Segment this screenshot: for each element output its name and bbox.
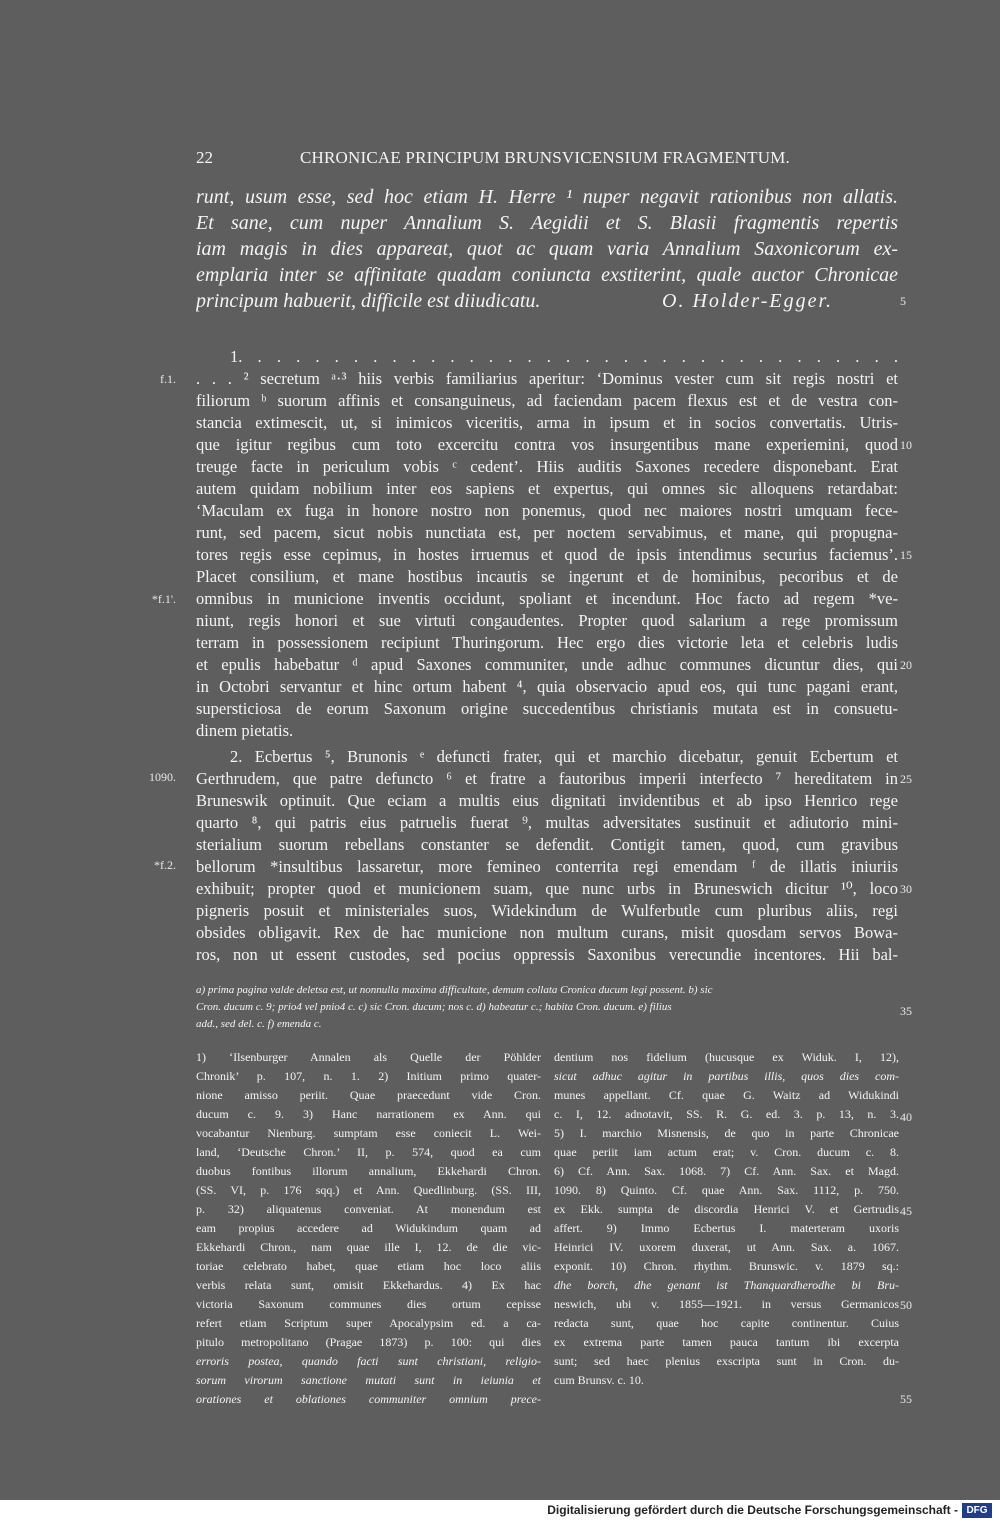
body-line: dinem pietatis. (196, 721, 294, 740)
footnote-line: Chronik’ p. 107, n. 1. 2) Initium primo quater- (196, 1069, 541, 1083)
footnote-line: neswich, ubi v. 1855—1921. in versus Germanicos (554, 1297, 899, 1311)
footnote-line: 6) Cf. Ann. Sax. 1068. 7) Cf. Ann. Sax. et Magd. (554, 1164, 899, 1178)
footnote-line: Heinrici IV. uxorem duxerat, ut Ann. Sax. a. 1067. (554, 1240, 899, 1254)
body-line: Bruneswik optinuit. Que eciam a multis eius dignitati invidentibus et ab ipso Henrico rege (196, 791, 898, 810)
footnote-line: toriae celebrato habet, quae etiam hoc loco aliis (196, 1259, 541, 1273)
footnote-line: (SS. VI, p. 176 sqq.) et Ann. Quedlinburg. (SS. III, (196, 1183, 541, 1197)
footer-credit: Digitalisierung gefördert durch die Deutsche Forschungsgemeinschaft - (547, 1503, 958, 1517)
footnote-line: erroris postea, quando facti sunt christiani, religio- (196, 1354, 541, 1368)
author-signature: O. Holder-Egger. (662, 290, 834, 312)
body-line: runt, sed pacem, sicut nobis nunctiata est, per noctem servabimus, et mane, qui propugna- (196, 523, 898, 542)
footnote-line: victoria Saxonum communes dies ortum cepisse (196, 1297, 541, 1311)
body-line: ‘Maculam ex fuga in honore nostro non ponemus, quod nec maiores nostri umquam fece- (196, 501, 898, 520)
body-line: 2. Ecbertus ⁵, Brunonis ᵉ defuncti frater, qui et marchio dicebatur, genuit Ecbertum et (230, 747, 898, 766)
footnote-line: 1) ‘Ilsenburger Annalen als Quelle der Pöhlder (196, 1050, 541, 1064)
body-line: bellorum *insultibus lassaretur, more femineo conterrita regi emendam ᶠ de illatis iniuriis (196, 857, 898, 876)
footnote-line: 1090. 8) Quinto. Cf. quae Ann. Sax. 1112, p. 750. (554, 1183, 899, 1197)
footnote-line: dentium nos fidelium (hucusque ex Widuk. I, 12), (554, 1050, 899, 1064)
footnote-line: cum Brunsv. c. 10. (554, 1373, 644, 1387)
footnote-line: sicut adhuc agitur in partibus illis, quos dies com- (554, 1069, 899, 1083)
apparatus-line: a) prima pagina valde deletsa est, ut nonnulla maxima difficultate, demum collata Cronica ducum legi possent. b) sic (196, 984, 713, 996)
footnote-line: ducum c. 9. 3) Hanc narrationem ex Ann. qui (196, 1107, 541, 1121)
apparatus-line: Cron. ducum c. 9; prio4 vel pnio4 c. c) sic Cron. ducum; nos c. d) habeatur c.; habita Cron. ducum. e) filius (196, 1001, 672, 1013)
footnote-line: nione amisso periit. Quae praecedunt vide Cron. (196, 1088, 541, 1102)
body-line: treuge facte in periculum vobis ᶜ cedent’. Hiis auditis Saxones recedere disponebant. Erat (196, 457, 898, 476)
body-line: niunt, regis honori et sue virtuti congaudentes. Propter quod salarium a rege promissum (196, 611, 898, 630)
intro-line: runt, usum esse, sed hoc etiam H. Herre ¹ nuper negavit rationibus non allatis. (196, 186, 898, 208)
line-number: 35 (900, 1004, 912, 1018)
footnote-line: sorum virorum sanctione mutati sunt in ieiunia et (196, 1373, 541, 1387)
footnote-line: exponit. 10) Chron. rhythm. Brunswic. v. 1879 sq.: (554, 1259, 899, 1273)
footnote-line: redacta sunt, quae hoc capite continentur. Cuius (554, 1316, 899, 1330)
body-line: et epulis habebatur ᵈ apud Saxones communiter, unde adhuc communes dicuntur dies, qui (196, 655, 898, 674)
line-number: 30 (900, 882, 912, 896)
line-number: 50 (900, 1298, 912, 1312)
footnote-line: ex Ekk. sumpta de discordia Henrici V. et Gertrudis (554, 1202, 899, 1216)
intro-line: principum habuerit, difficile est diiudicatu. (196, 290, 541, 312)
margin-folio-note: *f.2. (154, 858, 176, 872)
body-line: in Octobri servantur et hinc ortum habent ⁴, quia observacio apud eos, qui tunc pagani erant, (196, 677, 898, 696)
footnote-line: ex extrema parte tamen pauca tantum ibi excerpta (554, 1335, 899, 1349)
intro-line: iam magis in dies appareat, quot ac quam varia Annalium Saxonicorum ex- (196, 238, 898, 260)
line-number: 20 (900, 658, 912, 672)
margin-folio-note: *f.1'. (151, 592, 176, 606)
intro-line: Et sane, cum nuper Annalium S. Aegidii et S. Blasii fragmentis repertis (196, 212, 898, 234)
body-line: ros, non ut essent custodes, sed pocius oppressis Saxonibus verecundie incentores. Hii bal- (196, 945, 898, 964)
dfg-logo: DFG (962, 1503, 992, 1518)
body-line: 1. . . . . . . . . . . . . . . . . . . . . . . . . . . . . . . . . . . (230, 347, 898, 366)
running-title: CHRONICAE PRINCIPUM BRUNSVICENSIUM FRAGMENTUM. (300, 148, 790, 167)
body-line: tores regis esse cepimus, in hostes irruemus et quod de ipsis intendimus securius faciemus’. (196, 545, 898, 564)
footnote-line: refert etiam Scriptum super Apocalypsim ed. a ca- (196, 1316, 541, 1330)
apparatus-line: add., sed del. c. f) emenda c. (196, 1018, 322, 1030)
footnote-line: affert. 9) Immo Ecbertus I. materteram uxoris (554, 1221, 899, 1235)
footnote-line: vocabantur Nienburg. sumptam esse coniecit L. Wei- (196, 1126, 541, 1140)
body-line: pigneris posuit et ministeriales suos, Widekindum de Wulferbutle cum pluribus aliis, regi (196, 901, 898, 920)
intro-line: emplaria inter se affinitate quadam coniuncta exstiterint, quale auctor Chronicae (196, 264, 898, 286)
footnote-line: munes appellant. Cf. quae G. Waitz ad Widukindi (554, 1088, 899, 1102)
body-line: sterialium suorum rebellans constanter se defendit. Contigit tamen, quod, cum gravibus (196, 835, 898, 854)
footnote-line: duobus fontibus illorum annalium, Ekkehardi Chron. (196, 1164, 541, 1178)
line-number: 15 (900, 548, 912, 562)
body-line: terram in possessionem recipiunt Thuringorum. Hec ergo dies victorie leta et celebris ludis (196, 633, 898, 652)
footnote-line: quae periit iam actum erat; v. Cron. ducum c. 8. (554, 1145, 899, 1159)
footnote-line: Ekkehardi Chron., nam quae ille I, 12. de die vic- (196, 1240, 541, 1254)
body-line: stancia extimescit, ut, si inimicos viceritis, arma in ipsum et in socios convertatis. Utris- (196, 413, 898, 432)
page-number: 22 (196, 148, 213, 167)
footnote-line: c. I, 12. adnotavit, SS. R. G. ed. 3. p. 13, n. 3. (554, 1107, 899, 1121)
body-line: filiorum ᵇ suorum affinis et consanguineus, ad faciendam pacem flexus est et de vestra con- (196, 391, 898, 410)
body-line: Placet consilium, et mane hostibus incautis se ingerunt et de hominibus, pecoribus et de (196, 567, 898, 586)
footnote-line: eam propius accedere ad Widukindum quam ad (196, 1221, 541, 1235)
body-line: exhibuit; propter quod et municionem suam, que nunc urbs in Bruneswich dicitur ¹⁰, loco (196, 879, 898, 898)
footnote-line: land, ‘Deutsche Chron.’ II, p. 574, quod ea cum (196, 1145, 541, 1159)
line-number: 40 (900, 1110, 912, 1124)
footnote-line: p. 32) aliquatenus conveniat. At monendum est (196, 1202, 541, 1216)
footnote-line: dhe borch, dhe genant ist Thanquardherodhe bi Bru- (554, 1278, 899, 1292)
line-number: 10 (900, 438, 912, 452)
footnote-line: verbis relata sunt, omisit Ekkehardus. 4) Ex hac (196, 1278, 541, 1292)
line-number: 5 (900, 294, 906, 308)
line-number: 45 (900, 1204, 912, 1218)
footnote-line: sunt; sed haec plenius exscripta sunt in Cron. du- (554, 1354, 899, 1368)
body-line: omnibus in municione inventis occidunt, spoliant et incendunt. Hoc facto ad regem *ve- (196, 589, 898, 608)
body-line: autem quidam nobilium inter eos sapiens et expertus, qui omnes sic alloquens retardabat: (196, 479, 898, 498)
body-line: . . . ² secretum ᵃ·³ hiis verbis familiarius aperitur: ‘Dominus vester cum sit regis nostri et (196, 369, 898, 388)
body-line: quarto ⁸, qui patris eius patruelis fuerat ⁹, multas adversitates sustinuit et adiutorio mini- (196, 813, 898, 832)
margin-year-note: 1090. (149, 770, 176, 784)
footnote-line: pitulo metropolitano (Pragae 1873) p. 100: qui dies (196, 1335, 541, 1349)
margin-folio-note: f.1. (160, 372, 176, 386)
body-line: obsides obligavit. Rex de hac municione non multum curans, misit quosdam servos Bowa- (196, 923, 898, 942)
body-line: supersticiosa de eorum Saxonum origine succedentibus christianis mutata est in consuetu- (196, 699, 898, 718)
footnote-line: orationes et oblationes communiter omnium prece- (196, 1392, 541, 1406)
line-number: 55 (900, 1392, 912, 1406)
line-number: 25 (900, 772, 912, 786)
footnote-line: 5) I. marchio Misnensis, de quo in parte Chronicae (554, 1126, 899, 1140)
body-line: que igitur regibus cum toto excercitu contra vos insurgentibus mane experiemini, quod (196, 435, 898, 454)
body-line: Gerthrudem, que patre defuncto ⁶ et fratre a fautoribus imperii interfecto ⁷ hereditatem in (196, 769, 898, 788)
